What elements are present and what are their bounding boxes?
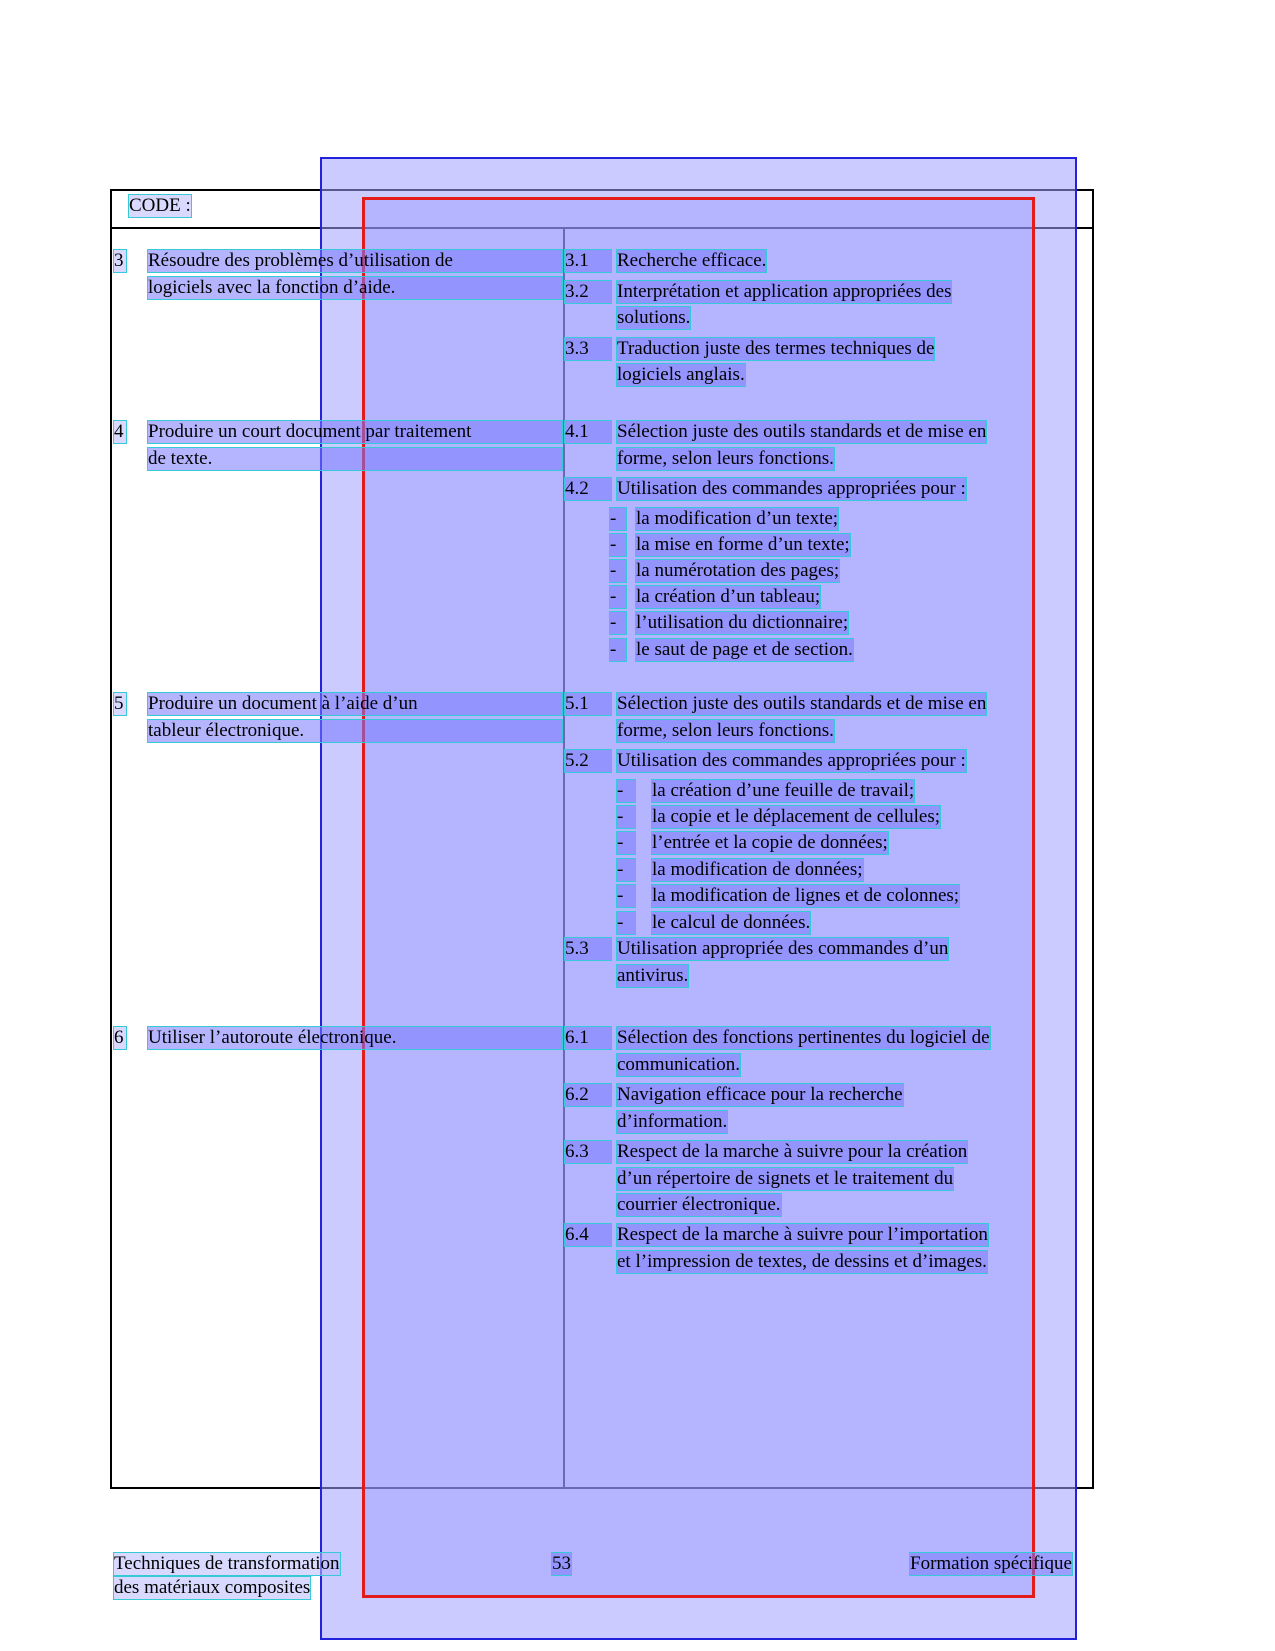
criterion-text: antivirus. xyxy=(617,965,689,986)
bullet-item: la modification d’un texte; xyxy=(636,508,839,529)
bullet-mark: - xyxy=(617,859,635,881)
bullet-item: l’utilisation du dictionnaire; xyxy=(636,612,849,633)
bullet-mark: - xyxy=(617,885,635,907)
criterion-text: Sélection juste des outils standards et de mise en xyxy=(617,421,987,442)
bullet-mark: - xyxy=(610,639,626,661)
criterion-text: solutions. xyxy=(617,307,691,328)
competency-text: Produire un court document par traitement xyxy=(148,421,562,443)
criterion-text: Navigation efficace pour la recherche xyxy=(617,1084,903,1105)
criterion-number: 3.1 xyxy=(565,250,611,272)
bullet-mark: - xyxy=(617,912,635,934)
criterion-text: Utilisation des commandes appropriées pour : xyxy=(617,478,966,499)
competency-number: 3 xyxy=(114,250,126,272)
bullet-item: la modification de lignes et de colonnes; xyxy=(652,885,960,906)
criterion-text: Sélection juste des outils standards et de mise en xyxy=(617,693,987,714)
competency-text: logiciels avec la fonction d’aide. xyxy=(148,277,562,299)
bullet-item: la mise en forme d’un texte; xyxy=(636,534,850,555)
bullet-mark: - xyxy=(610,586,626,608)
bullet-item: la création d’un tableau; xyxy=(636,586,821,607)
criterion-text: logiciels anglais. xyxy=(617,364,745,385)
competency-text: tableur électronique. xyxy=(148,720,562,742)
criterion-text: courrier électronique. xyxy=(617,1194,781,1215)
page-number: 53 xyxy=(552,1553,571,1574)
footer-section: Formation spécifique xyxy=(910,1553,1072,1574)
competency-number: 5 xyxy=(114,693,126,715)
bullet-mark: - xyxy=(610,612,626,634)
footer-program-line1: Techniques de transformation xyxy=(114,1553,340,1574)
competency-text: Produire un document à l’aide d’un xyxy=(148,693,562,715)
competency-text: Utiliser l’autoroute électronique. xyxy=(148,1027,562,1049)
criterion-text: Respect de la marche à suivre pour la création xyxy=(617,1141,968,1162)
bullet-item: l’entrée et la copie de données; xyxy=(652,832,888,853)
criterion-number: 6.2 xyxy=(565,1084,611,1106)
criterion-number: 4.2 xyxy=(565,478,611,500)
criterion-number: 3.2 xyxy=(565,281,611,303)
criterion-text: Interprétation et application appropriées des xyxy=(617,281,952,302)
criterion-text: Sélection des fonctions pertinentes du logiciel de xyxy=(617,1027,990,1048)
bullet-mark: - xyxy=(610,534,626,556)
bullet-mark: - xyxy=(610,508,626,530)
criterion-text: Recherche efficace. xyxy=(617,250,767,271)
criterion-text: Respect de la marche à suivre pour l’importation xyxy=(617,1224,988,1245)
bullet-item: la modification de données; xyxy=(652,859,863,880)
criterion-number: 5.2 xyxy=(565,750,611,772)
criterion-number: 3.3 xyxy=(565,338,611,360)
criterion-text: Utilisation des commandes appropriées pour : xyxy=(617,750,966,771)
competency-text: Résoudre des problèmes d’utilisation de xyxy=(148,250,562,272)
competency-text: de texte. xyxy=(148,448,562,470)
criterion-number: 5.1 xyxy=(565,693,611,715)
criterion-text: et l’impression de textes, de dessins et d’images. xyxy=(617,1251,987,1272)
criterion-text: forme, selon leurs fonctions. xyxy=(617,448,834,469)
bullet-item: le saut de page et de section. xyxy=(636,639,853,660)
criterion-text: Utilisation appropriée des commandes d’un xyxy=(617,938,949,959)
criterion-text: forme, selon leurs fonctions. xyxy=(617,720,834,741)
footer-program-line2: des matériaux composites xyxy=(114,1577,311,1598)
criterion-text: Traduction juste des termes techniques de xyxy=(617,338,935,359)
code-label: CODE : xyxy=(129,195,191,216)
criterion-number: 5.3 xyxy=(565,938,611,960)
bullet-item: le calcul de données. xyxy=(652,912,811,933)
criterion-number: 6.1 xyxy=(565,1027,611,1049)
bullet-mark: - xyxy=(610,560,626,582)
bullet-mark: - xyxy=(617,780,635,802)
bullet-item: la création d’une feuille de travail; xyxy=(652,780,915,801)
criterion-text: d’information. xyxy=(617,1111,728,1132)
bullet-mark: - xyxy=(617,806,635,828)
criterion-number: 6.4 xyxy=(565,1224,611,1246)
competency-number: 6 xyxy=(114,1027,126,1049)
bullet-item: la copie et le déplacement de cellules; xyxy=(652,806,941,827)
bullet-mark: - xyxy=(617,832,635,854)
bullet-item: la numérotation des pages; xyxy=(636,560,840,581)
competency-number: 4 xyxy=(114,421,126,443)
criterion-text: d’un répertoire de signets et le traitement du xyxy=(617,1168,954,1189)
criterion-text: communication. xyxy=(617,1054,740,1075)
criterion-number: 4.1 xyxy=(565,421,611,443)
criterion-number: 6.3 xyxy=(565,1141,611,1163)
